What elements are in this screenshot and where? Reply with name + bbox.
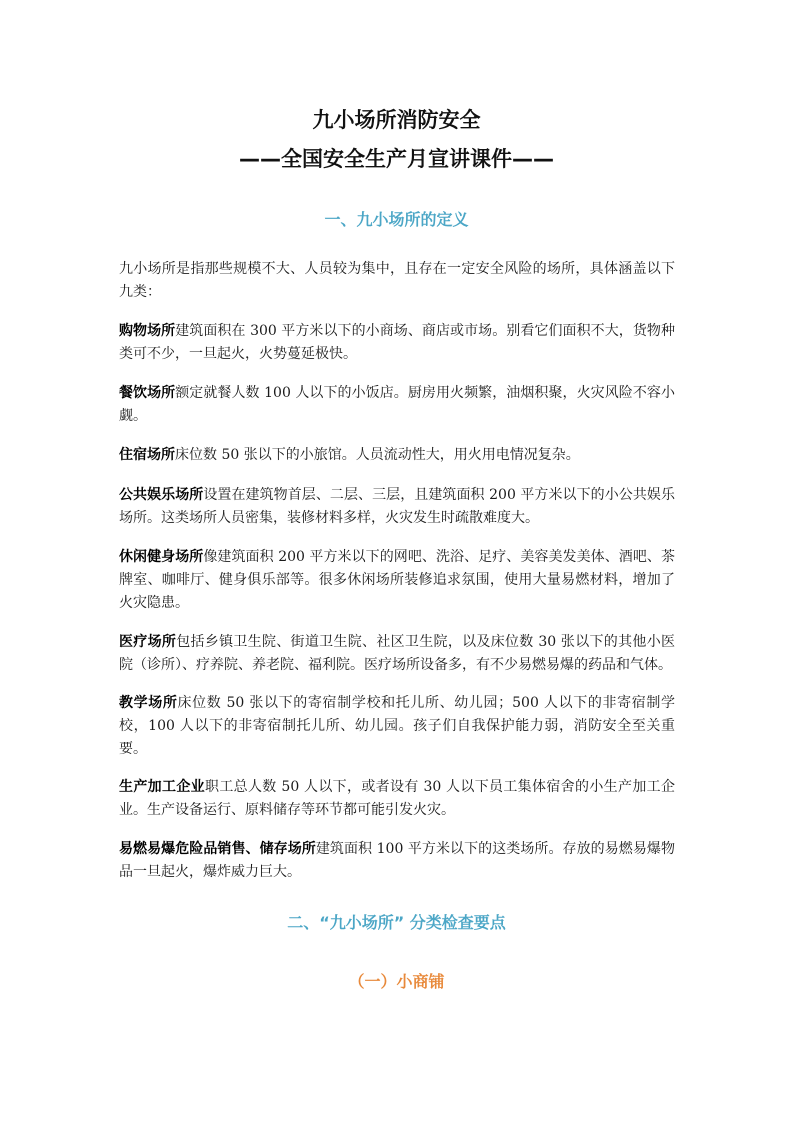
- item-description: 床位数 50 张以下的小旅馆。人员流动性大，用火用电情况复杂。: [175, 447, 580, 463]
- section-heading-inspection: 二、“九小场所” 分类检查要点: [287, 913, 506, 932]
- item-description: 包括乡镇卫生院、街道卫生院、社区卫生院，以及床位数 30 张以下的其他小医院（诊所）、疗养院、养老院、福利院。医疗场所设备多，有不少易燃易爆的药品和气体。: [119, 634, 675, 673]
- definition-item: [119, 631, 675, 677]
- definition-item: [119, 692, 675, 761]
- definition-item: [119, 838, 675, 884]
- item-description: 床位数 50 张以下的寄宿制学校和托儿所、幼儿园；500 人以下的非寄宿制学校，100 人以下的非寄宿制托儿所、幼儿园。孩子们自我保护能力弱，消防安全至关重要。: [119, 695, 675, 757]
- intro-paragraph: 九小场所是指那些规模不大、人员较为集中，且存在一定安全风险的场所，具体涵盖以下九类：: [119, 261, 675, 300]
- item-description: 额定就餐人数 100 人以下的小饭店。厨房用火频繁，油烟积聚，火灾风险不容小觑。: [119, 385, 675, 424]
- definition-item: [119, 444, 675, 467]
- item-term: 生产加工企业: [119, 779, 205, 795]
- item-term: 教学场所: [119, 695, 178, 711]
- item-term: 易燃易爆危险品销售、储存场所: [119, 841, 316, 857]
- item-description: 像建筑面积 200 平方米以下的网吧、洗浴、足疗、美容美发美体、酒吧、茶牌室、咖啡厅、健身俱乐部等。很多休闲场所装修追求氛围，使用大量易燃材料，增加了火灾隐患。: [119, 549, 675, 611]
- item-term: 购物场所: [119, 323, 176, 339]
- section-heading-definition: 一、九小场所的定义: [324, 210, 469, 229]
- item-term: 住宿场所: [119, 447, 175, 463]
- item-description: 职工总人数 50 人以下，或者设有 30 人以下员工集体宿舍的小生产加工企业。生产设备运行、原料储存等环节都可能引发火灾。: [119, 779, 675, 818]
- document-title: 九小场所消防安全: [312, 108, 481, 132]
- item-term: 休闲健身场所: [119, 549, 204, 565]
- item-term: 医疗场所: [119, 634, 177, 650]
- document-subtitle: ——全国安全生产月宣讲课件——: [239, 147, 554, 171]
- definition-item: [119, 382, 675, 428]
- definition-item: [119, 484, 675, 530]
- definition-item: [119, 776, 675, 822]
- item-term: 餐饮场所: [119, 385, 176, 401]
- subsection-heading-shops: （一）小商铺: [348, 972, 445, 991]
- item-description: 建筑面积 100 平方米以下的这类场所。存放的易燃易爆物品一旦起火，爆炸威力巨大。: [119, 841, 675, 880]
- item-description: 设置在建筑物首层、二层、三层，且建筑面积 200 平方米以下的小公共娱乐场所。这类场所人员密集，装修材料多样，火灾发生时疏散难度大。: [119, 487, 675, 526]
- definition-item: [119, 546, 675, 615]
- item-term: 公共娱乐场所: [119, 487, 204, 503]
- definition-item: [119, 320, 675, 366]
- item-description: 建筑面积在 300 平方米以下的小商场、商店或市场。别看它们面积不大，货物种类可不少，一旦起火，火势蔓延极快。: [119, 323, 675, 362]
